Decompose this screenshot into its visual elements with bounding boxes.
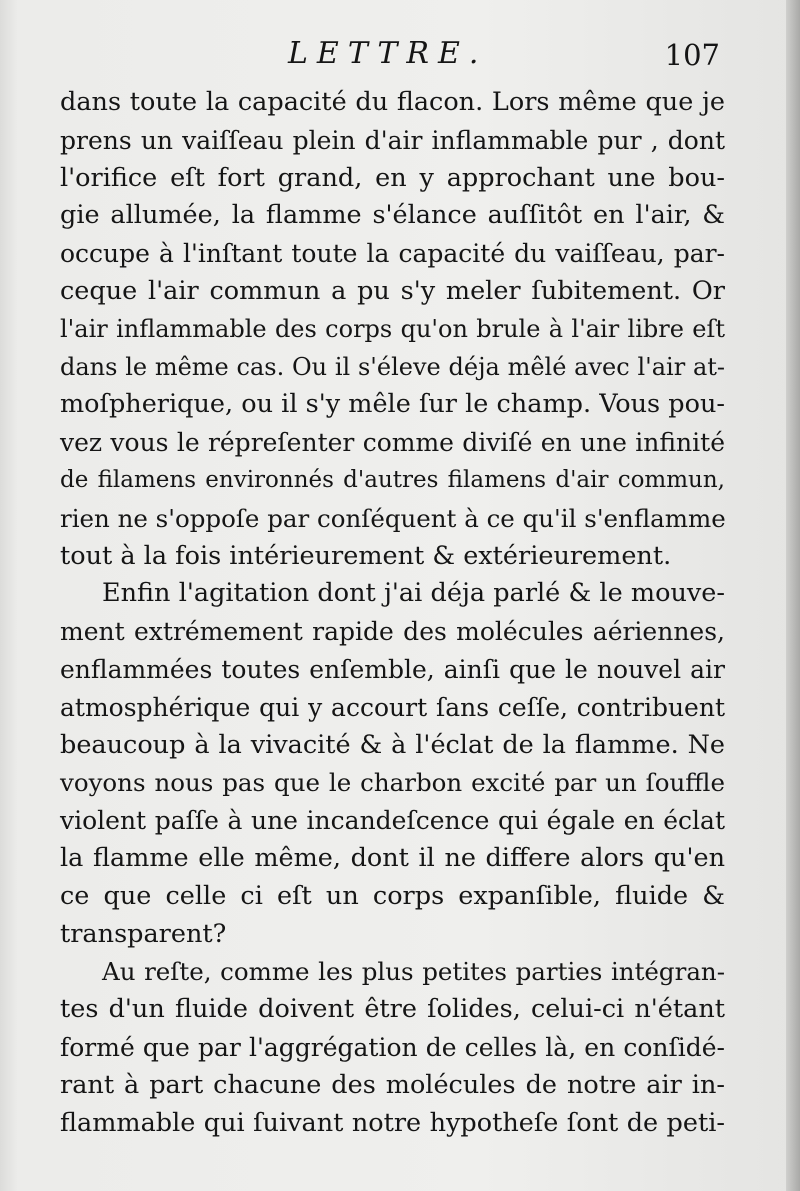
page-header — [60, 30, 720, 80]
text-line: l'orifice eſt fort grand, en y approchant une bou- — [60, 162, 725, 193]
text-line: beaucoup à la vivacité & à l'éclat de la flamme. Ne — [60, 729, 725, 760]
text-line: dans toute la capacité du flacon. Lors même que je — [60, 87, 725, 117]
text-line: atmosphérique qui y accourt ſans ceſſe, contribuent — [60, 692, 725, 722]
text-line: tes d'un fluide doivent être ſolides, celui-ci n'étant — [60, 994, 725, 1025]
text-line: occupe à l'inſtant toute la capacité du vaiſſeau, par- — [60, 239, 725, 269]
text-line: formé que par l'aggrégation de celles là, en conſidé- — [60, 1032, 725, 1062]
text-line: rien ne s'oppoſe par conſéquent à ce qu'il s'enflamme — [60, 503, 726, 533]
text-line: dans le même cas. Ou il s'éleve déja mêlé avec l'air at- — [60, 352, 725, 381]
text-line: transparent? — [60, 918, 227, 949]
body-text — [60, 84, 725, 1142]
text-line: ment extrémement rapide des molécules aériennes, — [60, 617, 725, 647]
text-line: moſpherique, ou il s'y mêle ſur le champ. Vous pou- — [60, 389, 725, 420]
text-line: gie allumée, la flamme s'élance auſſitôt en l'air, & — [60, 200, 725, 231]
text-line: enflammées toutes enſemble, ainſi que le nouvel air — [60, 654, 725, 684]
text-line: ce que celle ci eſt un corps expanſible, fluide & — [60, 880, 725, 911]
running-title: LETTRE. — [288, 36, 488, 71]
paragraph-2 — [60, 575, 725, 953]
text-line: Au reſte, comme les plus petites parties intégran- — [102, 957, 725, 987]
text-line: la flamme elle même, dont il ne differe alors qu'en — [60, 842, 725, 873]
text-line: de filamens environnés d'autres filamens d'air commun, — [60, 466, 725, 493]
text-line: ceque l'air commun a pu s'y meler ſubitement. Or — [60, 275, 725, 306]
text-line: vez vous le répreſenter comme diviſé en une infinité — [60, 428, 725, 458]
paragraph-3 — [60, 953, 725, 1142]
page-number: 107 — [664, 38, 720, 72]
text-line: tout à la fois intérieurement & extérieurement. — [60, 540, 672, 571]
text-line: prens un vaiſſeau plein d'air inflammable pur , dont — [60, 125, 725, 155]
text-line: l'air inflammable des corps qu'on brule à l'air libre eſt — [60, 314, 725, 343]
text-line: rant à part chacune des molécules de notre air in- — [60, 1069, 725, 1100]
text-line: violent paſſe à une incandeſcence qui égale en éclat — [60, 806, 725, 836]
page-edge-shadow — [786, 0, 800, 1191]
text-line: Enfin l'agitation dont j'ai déja parlé & le mouve- — [102, 578, 725, 609]
paragraph-1 — [60, 84, 725, 575]
text-line: flammable qui ſuivant notre hypotheſe ſont de peti- — [60, 1107, 725, 1138]
text-line: voyons nous pas que le charbon excité par un ſouffle — [60, 768, 725, 798]
